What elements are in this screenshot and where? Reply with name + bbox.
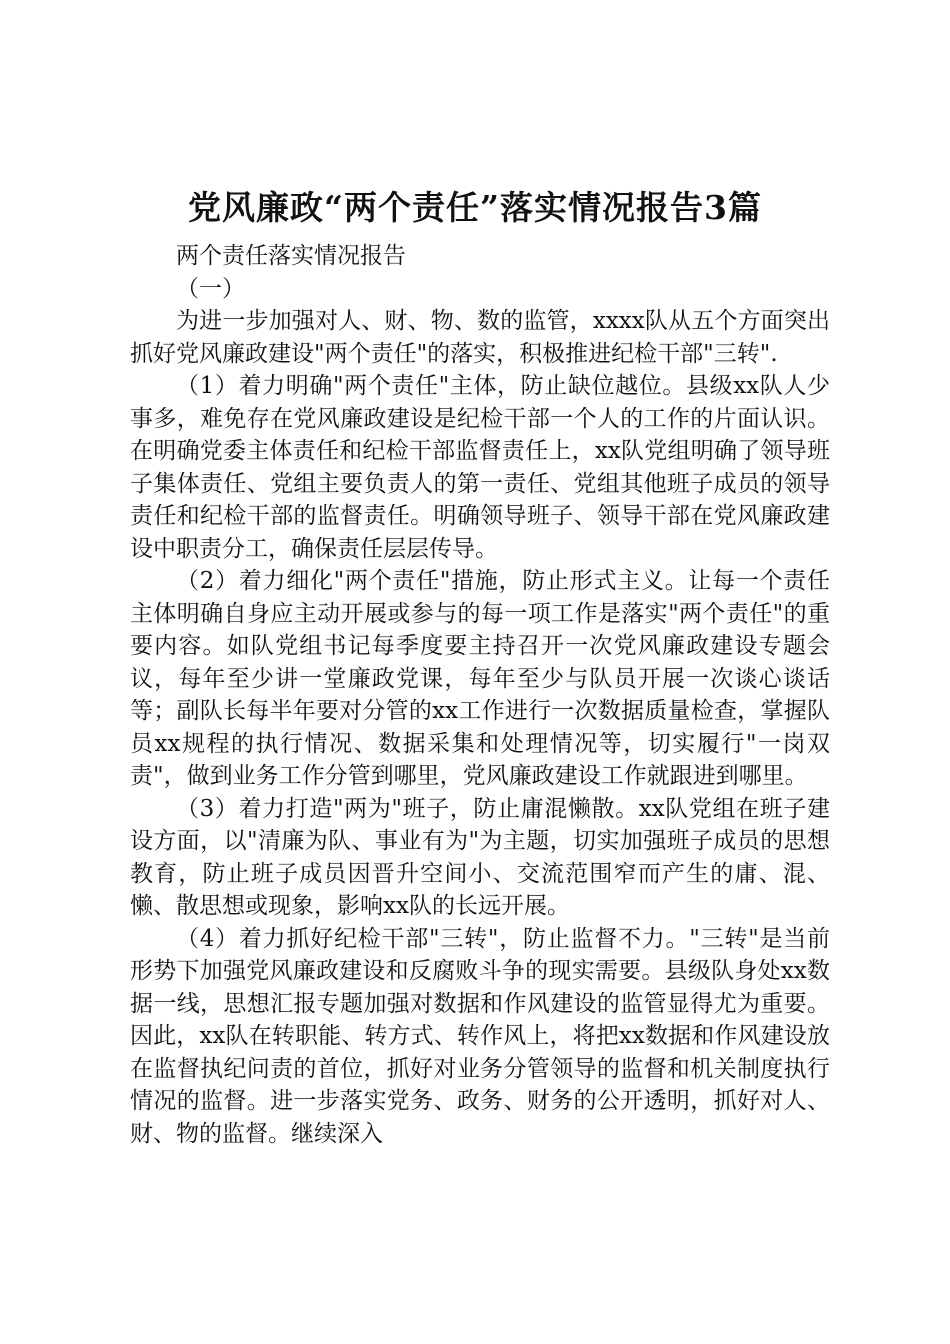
- paragraph-point-4: （4）着力抓好纪检干部"三转"，防止监督不力。"三转"是当前形势下加强党风廉政建设和反腐败斗争的现实需要。县级队身处xx数据一线，思想汇报专题加强对数据和作风建设的监管显得尤为重要。因此，xx队在转职能、转方式、转作风上，将把xx数据和作风建设放在监督执纪问责的首位，抓好对业务分管领导的监督和机关制度执行情况的监督。进一步落实党务、政务、财务的公开透明，抓好对人、财、物的监督。继续深入: [130, 925, 830, 1147]
- paragraph-point-2: （2）着力细化"两个责任"措施，防止形式主义。让每一个责任主体明确自身应主动开展或参与的每一项工作是落实"两个责任"的重要内容。如队党组书记每季度要主持召开一次党风廉政建设专题会议，每年至少讲一堂廉政党课，每年至少与队员开展一次谈心谈话等；副队长每半年要对分管的xx工作进行一次数据质量检查，掌握队员xx规程的执行情况、数据采集和处理情况等，切实履行"一岗双责"，做到业务工作分管到哪里，党风廉政建设工作就跟进到哪里。: [130, 568, 830, 789]
- document-subtitle: 两个责任落实情况报告: [176, 243, 406, 269]
- section-index: （一）: [176, 275, 245, 302]
- paragraph-point-3: （3）着力打造"两为"班子，防止庸混懒散。xx队党组在班子建设方面，以"清廉为队、事业有为"为主题，切实加强班子成员的思想教育，防止班子成员因晋升空间小、交流范围窄而产生的庸、混、懒、散思想或现象，影响xx队的长远开展。: [130, 795, 830, 919]
- paragraph-intro: 为进一步加强对人、财、物、数的监管，xxxx队从五个方面突出抓好党风廉政建设"两个责任"的落实，积极推进纪检干部"三转".: [130, 308, 830, 367]
- paragraph-point-1: （1）着力明确"两个责任"主体，防止缺位越位。县级xx队人少事多，难免存在党风廉政建设是纪检干部一个人的工作的片面认识。在明确党委主体责任和纪检干部监督责任上，xx队党组明确了领导班子集体责任、党组主要负责人的第一责任、党组其他班子成员的领导责任和纪检干部的监督责任。明确领导班子、领导干部在党风廉政建设中职责分工，确保责任层层传导。: [130, 373, 830, 562]
- document-body: [130, 240, 830, 1150]
- document-title: 党风廉政“两个责任”落实情况报告3篇: [188, 188, 762, 227]
